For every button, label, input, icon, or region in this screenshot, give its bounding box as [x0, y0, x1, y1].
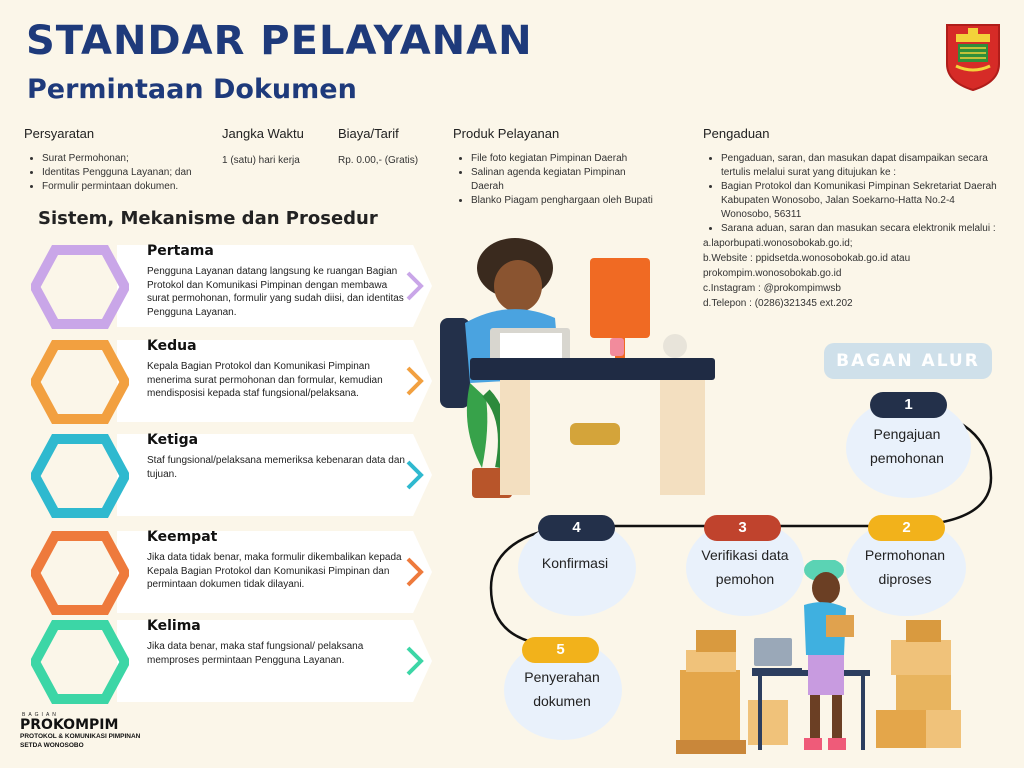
- hexagon-icon: [31, 531, 129, 615]
- pengaduan-list: [703, 152, 1003, 311]
- list-item: • Salinan agenda kegiatan Pimpinan Daerah: [471, 166, 658, 194]
- pengaduan-line: a.laporbupati.wonosobokab.go.id;: [703, 238, 853, 249]
- flow-step-label: Permohonan diproses: [864, 547, 946, 587]
- produk-list: [453, 152, 658, 208]
- pengaduan-line: b.Website : ppidsetda.wonosobokab.go.id atau: [703, 253, 911, 264]
- list-item: • Blanko Piagam penghargaan oleh Bupati: [471, 194, 658, 208]
- step-description: Pengguna Layanan datang langsung ke ruangan Bagian Protokol dan Komunikasi Pimpinan dengan membawa surat permohonan, formulir yang sudah diisi, dan identitas Pengguna Layanan.: [147, 266, 404, 318]
- step-pertama: [25, 243, 430, 333]
- step-kedua: [25, 338, 430, 428]
- biaya-text: Rp. 0.00,- (Gratis): [338, 155, 419, 166]
- flow-step-number: 4: [538, 515, 615, 541]
- flow-step-label: Pengajuan pemohonan: [870, 426, 944, 466]
- step-name: Keempat: [147, 529, 218, 545]
- persyaratan-list: [24, 152, 219, 194]
- jangka-waktu-heading: Jangka Waktu: [222, 126, 304, 141]
- prokompim-logo: BAGIAN PROKOMPIM PROTOKOL & KOMUNIKASI PIMPINAN SETDA WONOSOBO: [20, 712, 141, 749]
- flow-step-number: 5: [522, 637, 599, 663]
- flow-step-label: Verifikasi data pemohon: [701, 547, 789, 587]
- hexagon-icon: [31, 620, 129, 704]
- produk-heading: Produk Pelayanan: [453, 126, 560, 141]
- step-description: Jika data tidak benar, maka formulir dikembalikan kepada Kepala Bagian Protokol dan Komunikasi Pimpinan dan permintaan dokumen tidak dilayani.: [147, 552, 402, 590]
- step-name: Pertama: [147, 243, 214, 259]
- pengaduan-heading: Pengaduan: [703, 126, 770, 141]
- list-item: • Formulir permintaan dokumen.: [42, 180, 219, 194]
- step-keempat: [25, 529, 430, 619]
- list-item: • Identitas Pengguna Layanan; dan: [42, 166, 219, 180]
- list-item: • Surat Permohonan;: [42, 152, 219, 166]
- persyaratan-heading: Persyaratan: [24, 126, 95, 141]
- flow-step-label: Penyerahan dokumen: [524, 669, 600, 709]
- flow-step-number: 3: [704, 515, 781, 541]
- pengaduan-line: c.Instagram : @prokompimwsb: [703, 283, 841, 294]
- page-subtitle: Permintaan Dokumen: [27, 74, 357, 105]
- list-item: • File foto kegiatan Pimpinan Daerah: [471, 152, 658, 166]
- step-description: Jika data benar, maka staf fungsional/ pelaksana memproses permintaan Pengguna Layanan.: [147, 641, 364, 666]
- flow-step-number: 2: [868, 515, 945, 541]
- biaya-heading: Biaya/Tarif: [338, 126, 399, 141]
- step-name: Kelima: [147, 618, 201, 634]
- step-description: Kepala Bagian Protokol dan Komunikasi Pimpinan menerima surat permohonan dan formular, kemudian mendisposisi kepada staf fungsional/pelaksana.: [147, 361, 383, 399]
- hexagon-icon: [31, 434, 129, 518]
- step-ketiga: [25, 432, 430, 522]
- hexagon-icon: [31, 340, 129, 424]
- jangka-waktu-text: 1 (satu) hari kerja: [222, 155, 300, 166]
- regency-emblem-icon: [944, 22, 1002, 92]
- step-name: Ketiga: [147, 432, 199, 448]
- pengaduan-line: d.Telepon : (0286)321345 ext.202: [703, 298, 853, 309]
- flow-step-number: 1: [870, 392, 947, 418]
- page-title: STANDAR PELAYANAN: [26, 18, 533, 64]
- procedure-heading: Sistem, Mekanisme dan Prosedur: [38, 208, 378, 229]
- step-description: Staf fungsional/pelaksana memeriksa kebenaran data dan tujuan.: [147, 455, 405, 480]
- step-kelima: [25, 618, 430, 708]
- packages-illustration: [676, 560, 966, 760]
- step-name: Kedua: [147, 338, 197, 354]
- list-item: • Pengaduan, saran, dan masukan dapat disampaikan secara tertulis melalui surat yang ditujukan ke :: [721, 152, 1003, 180]
- flow-step-label: Konfirmasi: [541, 555, 609, 571]
- list-item: • Sarana aduan, saran dan masukan secara elektronik melalui :: [721, 222, 1003, 236]
- pengaduan-line: prokompim.wonosobokab.go.id: [703, 268, 842, 279]
- list-item: • Bagian Protokol dan Komunikasi Pimpinan Sekretariat Daerah Kabupaten Wonosobo, Jalan Soekarno-Hatta No.2-4 Wonosobo, 56311: [721, 180, 1003, 222]
- flow-heading: BAGAN ALUR: [824, 343, 992, 379]
- hexagon-icon: [31, 245, 129, 329]
